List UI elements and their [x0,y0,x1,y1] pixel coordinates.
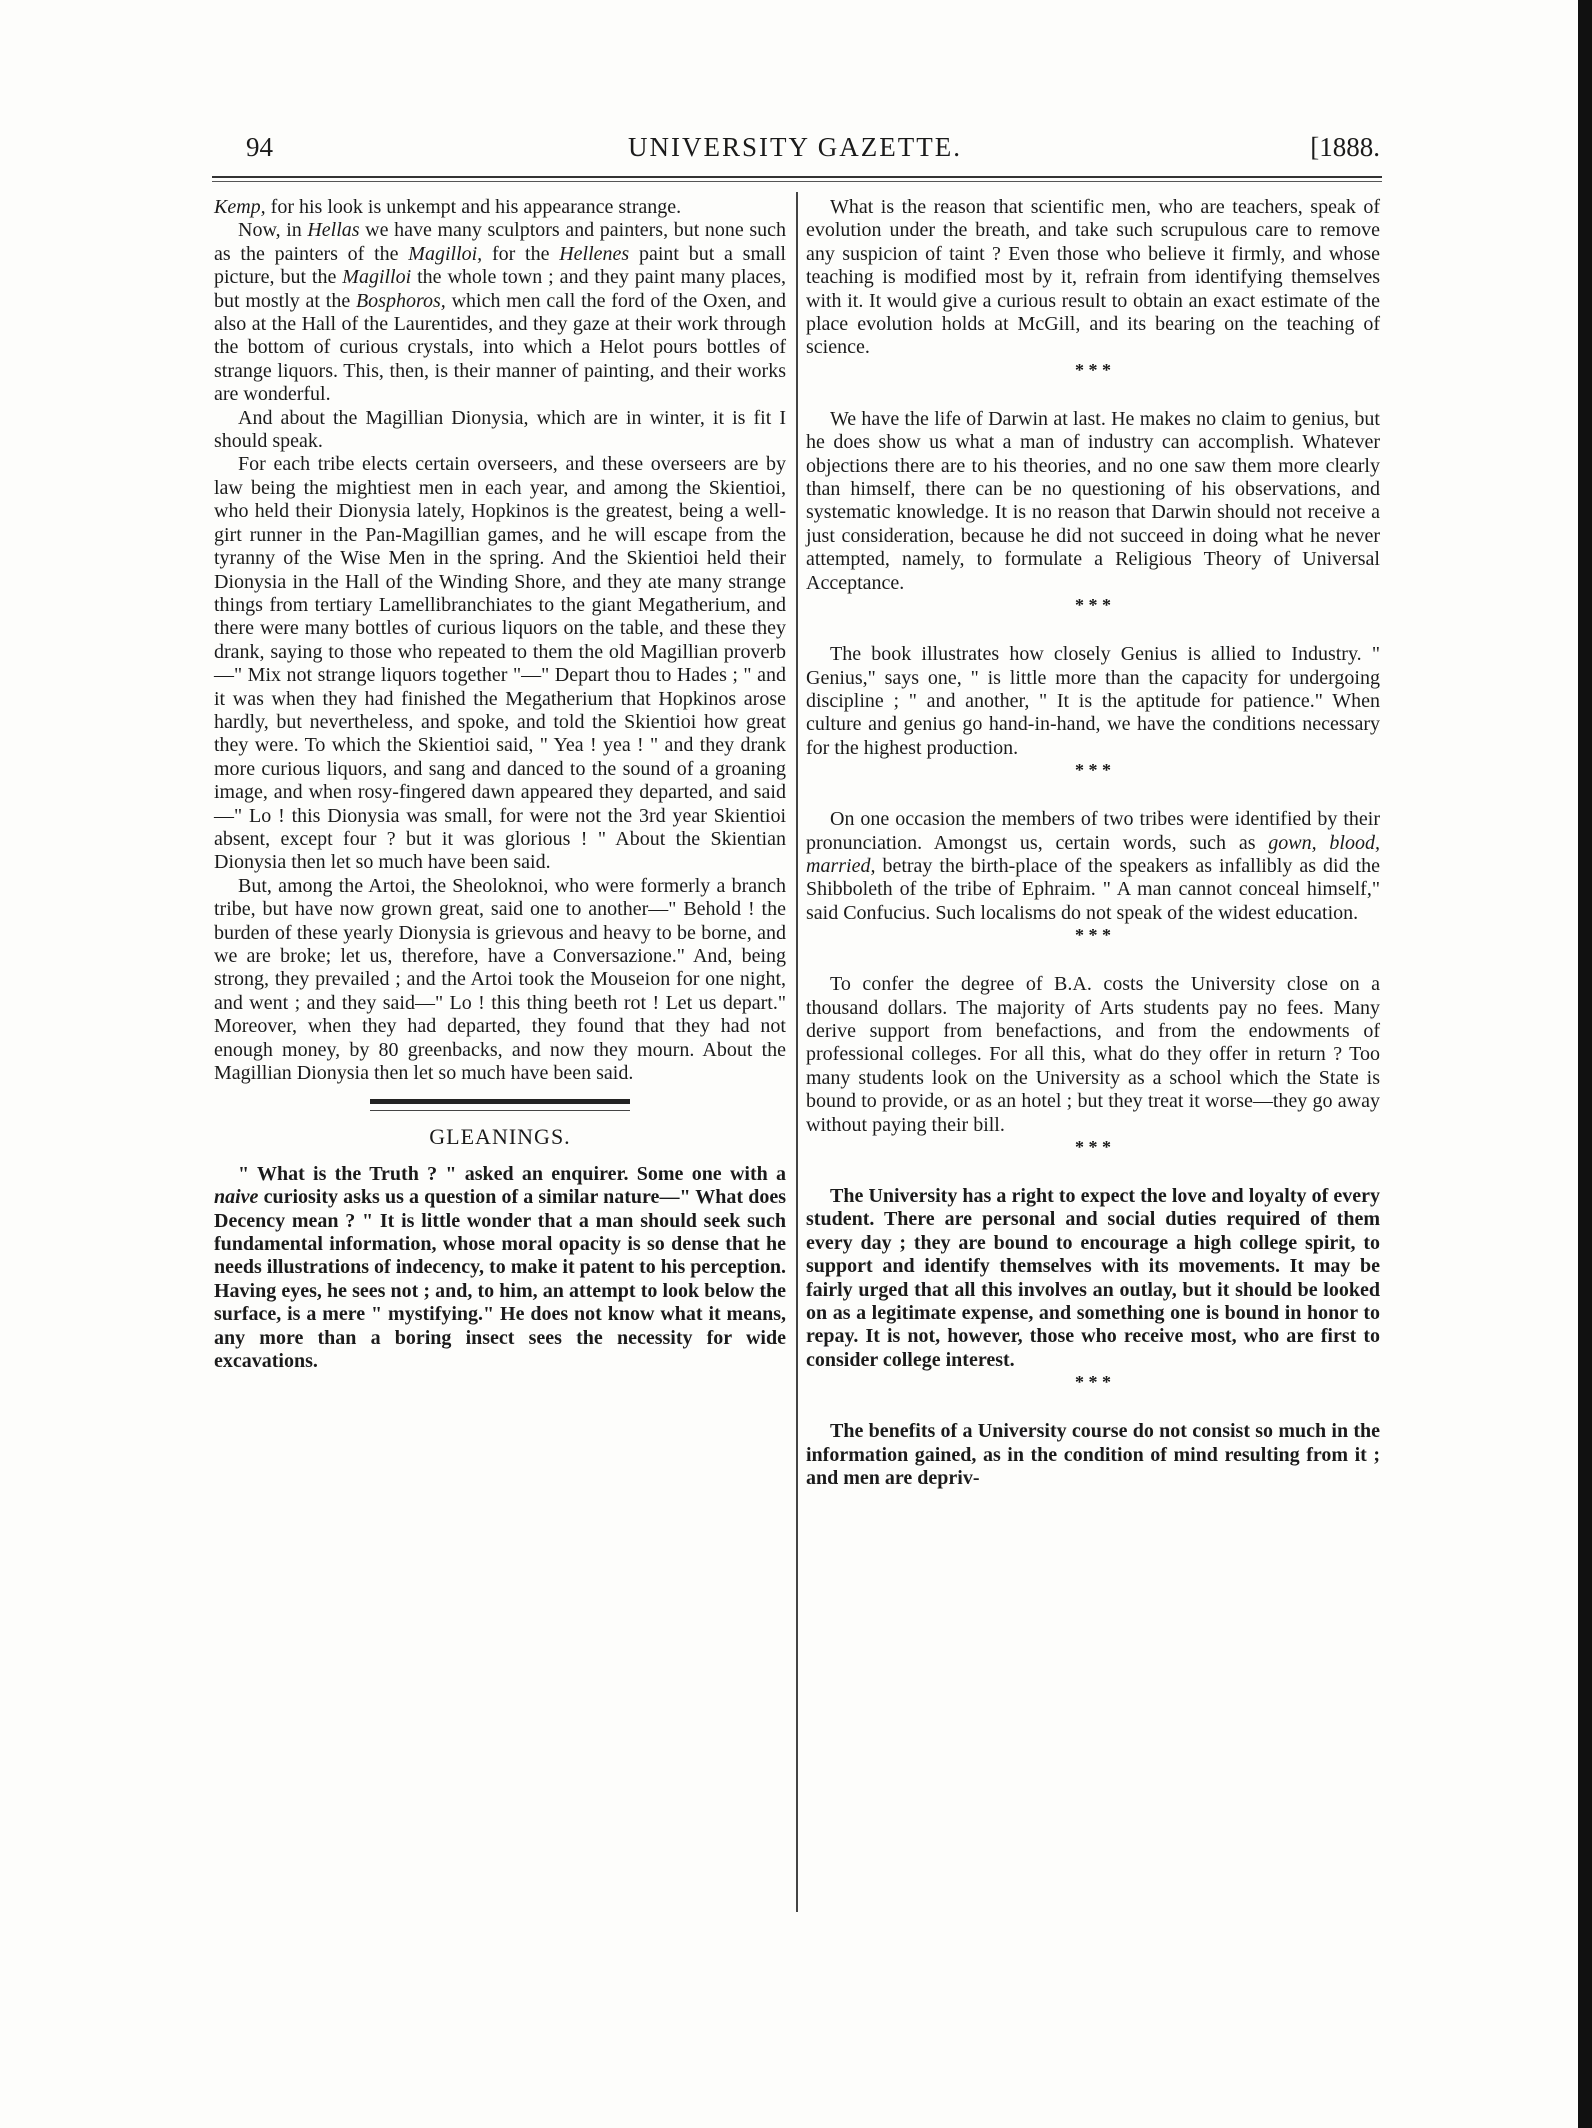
paragraph: The book illustrates how closely Genius is allied to Industry. " Genius," says one, " is little more than the capacity for undergoing discipline ; " and another, " It is the aptitude for patience." When culture and genius go hand-in-hand, we have the conditions necessary for the highest production. [806,643,1380,759]
asterism-separator: * * * [1075,1372,1111,1393]
paragraph: On one occasion the members of two tribes were identified by their pronunciation. Amongst us, certain words, such as gown, blood, married, betray the birth-place of the speakers as infallibly as did the Shibboleth of the tribe of Ephraim. " A man cannot conceal himself," said Confucius. Such localisms do not speak of the widest education. [806,808,1380,924]
section-rule [370,1099,630,1104]
scan-edge [1578,0,1592,2128]
column-divider [796,192,798,1912]
page-number: 94 [246,132,273,162]
publication-title: UNIVERSITY GAZETTE. [628,132,962,162]
right-column [806,196,1380,1490]
paragraph: Kemp, for his look is unkempt and his appearance strange. [214,196,682,218]
publication-year: [1888. [1310,132,1380,162]
asterism-separator: * * * [1075,925,1111,946]
asterism-separator: * * * [1075,760,1111,781]
paragraph: To confer the degree of B.A. costs the University close on a thousand dollars. The majority of Arts students pay no fees. Many derive support from benefactions, and from the endowments of professional colleges. For all this, what do they offer in return ? Too many students look on the University as a school which the State is bound to provide, or as an hotel ; but they treat it worse—they go away without paying their bill. [806,973,1380,1136]
left-column [214,196,786,1374]
paragraph: What is the reason that scientific men, who are teachers, speak of evolution under the breath, and take such scrupulous care to remove any suspicion of taint ? Even those who believe it firmly, and whose teaching is modified most by it, refrain from identifying themselves with it. It would give a curious result to obtain an exact estimate of the place evolution holds at McGill, and its bearing on the teaching of science. [806,196,1380,359]
section-rule-thin [370,1110,630,1111]
asterism-separator: * * * [1075,595,1111,616]
paragraph: We have the life of Darwin at last. He makes no claim to genius, but he does show us what a man of industry can accomplish. Whatever objections there are to his theories, and no one saw them more clearly than himself, there can be no questioning of his observations, and systematic knowledge. It is no reason that Darwin should not receive a just consideration, because he did not succeed in doing what he never attempted, namely, to formulate a Religious Theory of Universal Acceptance. [806,407,1380,594]
paragraph: For each tribe elects certain overseers, and these overseers are by law being the mightiest men in each year, and among the Skientioi, who held their Dionysia lately, Hopkinos is the greatest, being a well-girt runner in the Pan-Magillian games, and he will escape from the tyranny of the Wise Men in the spring. And the Skientioi held their Dionysia in the Hall of the Winding Shore, and they ate many strange things from tertiary Lamellibranchiates to the giant Megatherium, and there were many bottles of curious liquors on the table, and these they drank, saying to those who repeated to them the old Magillian proverb—" Mix not strange liquors together "—" Depart thou to Hades ; " and it was when they had finished the Megatherium that Hopkinos arose hardly, but nevertheless, and spoke, and told the Skientioi how great they were. To which the Skientioi said, " Yea ! yea ! " and they drank more curious liquors, and sang and danced to the sound of a groaning image, and when rosy-fingered dawn appeared they departed, and said—" Lo ! this Dionysia was small, for were not the 3rd year Skientioi absent, except four ? but it was glorious ! " About the Skientian Dionysia then let so much have been said. [214,453,786,874]
asterism-separator: * * * [1075,359,1111,380]
paragraph: " What is the Truth ? " asked an enquirer. Some one with a naive curiosity asks us a question of a similar nature—" What does Decency mean ? " It is little wonder that a man should seek such fundamental information, whose moral opacity is so dense that he needs illustrations of indecency, to make it patent to his perception. Having eyes, he sees not ; and, to him, an attempt to look below the surface, is a mere " mystifying." He does not know what it means, any more than a boring insect sees the necessity for wide excavations. [214,1162,786,1373]
paragraph: But, among the Artoi, the Sheoloknoi, who were formerly a branch tribe, but have now grown great, said one to another—" Behold ! the burden of these yearly Dionysia is grievous and heavy to be borne, and we are broke; let us, therefore, have a Conversazione." And, being strong, they prevailed ; and the Artoi took the Mouseion for one night, and went ; and they said—" Lo ! this thing beeth rot ! Let us depart." Moreover, when they had departed, they found that they had not enough money, by 80 greenbacks, and now they mourn. About the Magillian Dionysia then let so much have been said. [214,874,786,1085]
paragraph: And about the Magillian Dionysia, which are in winter, it is fit I should speak. [214,406,786,453]
header-rule [212,176,1382,178]
header-rule-thin [212,181,1382,182]
page-header [210,128,1380,168]
paragraph: Now, in Hellas we have many sculptors and painters, but none such as the painters of the Magilloi, for the Hellenes paint but a small picture, but the Magilloi the whole town ; and they paint many places, but mostly at the Bosphoros, which men call the ford of the Oxen, and also at the Hall of the Laurentides, and they gaze at their work through the bottom of curious crystals, into which a Helot pours bottles of strange liquors. This, then, is their manner of painting, and their works are wonderful. [214,219,786,406]
asterism-separator: * * * [1075,1137,1111,1157]
paragraph: The University has a right to expect the love and loyalty of every student. There are personal and social duties required of them every day ; they are bound to encourage a high college spirit, to support and identify themselves with its movements. It may be fairly urged that all this involves an outlay, but it should be looked on as a legitimate expense, and something one is bound in honor to repay. It is not, however, those who receive most, who are first to consider college interest. [806,1185,1380,1371]
section-heading: GLEANINGS. [429,1124,571,1150]
paragraph: The benefits of a University course do not consist so much in the information gained, as in the condition of mind resulting from it ; and men are depriv- [806,1420,1380,1490]
